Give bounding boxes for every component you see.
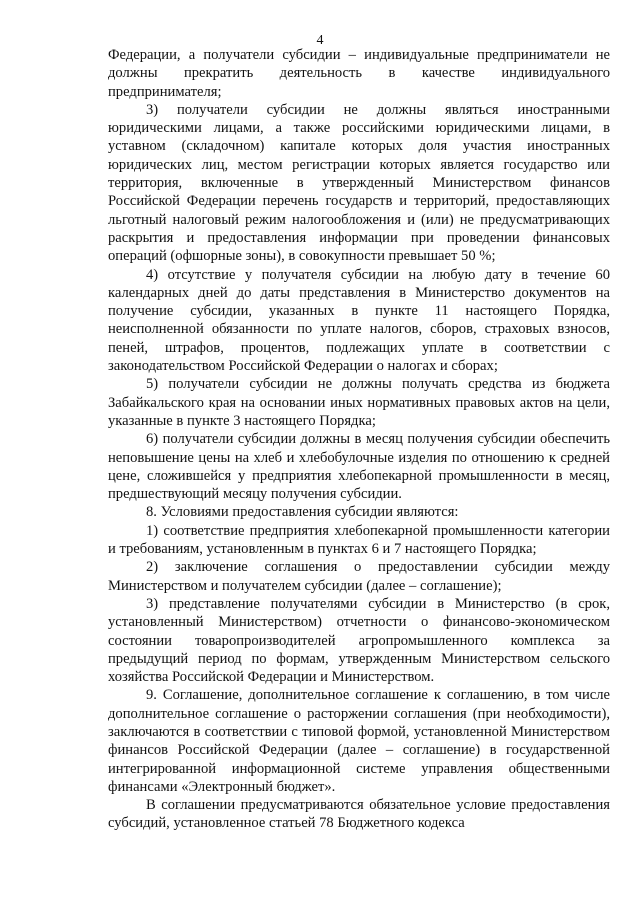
paragraph-6: 8. Условиями предоставления субсидии являются: xyxy=(146,504,459,521)
paragraph-11: В соглашении предусматриваются обязательное условие предоставления субсидий, установленное статьей 78 Бюджетного кодекса xyxy=(108,797,610,832)
page-number: 4 xyxy=(316,33,324,48)
paragraph-3: 4) отсутствие у получателя субсидии на любую дату в течение 60 календарных дней до даты представления в Министерство документов на получение субсидии, указанных в пункте 11 настоящего Порядка, неисполненной обязанности по уплате налогов, сборов, страховых взносов, пеней, штрафов, процентов, подлежащих уплате в соответствии с законодательством Российской Федерации о налогах и сборах; xyxy=(108,266,610,375)
paragraph-5: 6) получатели субсидии должны в месяц получения субсидии обеспечить неповышение цены на хлеб и хлебобулочные изделия по отношению к средней цене, сложившейся у предприятия хлебопекарной промышленности в месяц, предшествующий месяцу получения субсидии. xyxy=(108,431,610,503)
document-body xyxy=(108,46,610,833)
paragraph-2: 3) получатели субсидии не должны являться иностранными юридическими лицами, а также российскими юридическими лицами, в уставном (складочном) капитале которых доля участия иностранных юридических лиц, местом регистрации которых является государство или территория, включенные в утвержденный Министерством финансов Российской Федерации перечень государств и территорий, предоставляющих льготный налоговый режим налогообложения и (или) не предусматривающих раскрытия и предоставления информации при проведении финансовых операций (офшорные зоны), в совокупности превышает 50 %; xyxy=(108,101,610,265)
paragraph-7: 1) соответствие предприятия хлебопекарной промышленности категории и требованиям, установленным в пунктах 6 и 7 настоящего Порядка; xyxy=(108,522,610,558)
paragraph-8: 2) заключение соглашения о предоставлении субсидии между Министерством и получателем субсидии (далее – соглашение); xyxy=(108,559,610,594)
paragraph-9: 3) представление получателями субсидии в Министерство (в срок, установленный Министерством) отчетности о финансово-экономическом состоянии товаропроизводителей агропромышленного комплекса за предыдущий период по формам, утвержденным Министерством сельского хозяйства Российской Федерации и Министерством. xyxy=(108,595,610,686)
paragraph-10: 9. Соглашение, дополнительное соглашение к соглашению, в том числе дополнительное соглашение о расторжении соглашения (при необходимости), заключаются в соответствии с типовой формой, установленной Министерством финансов Российской Федерации (далее – соглашение) в государственной интегрированной информационной системе управления общественными финансами «Электронный бюджет». xyxy=(108,687,610,795)
paragraph-4: 5) получатели субсидии не должны получать средства из бюджета Забайкальского края на основании иных нормативных правовых актов на цели, указанные в пункте 3 настоящего Порядка; xyxy=(108,376,610,429)
paragraph-1: Федерации, а получатели субсидии – индивидуальные предприниматели не должны прекратить деятельность в качестве индивидуального предпринимателя; xyxy=(108,47,610,100)
